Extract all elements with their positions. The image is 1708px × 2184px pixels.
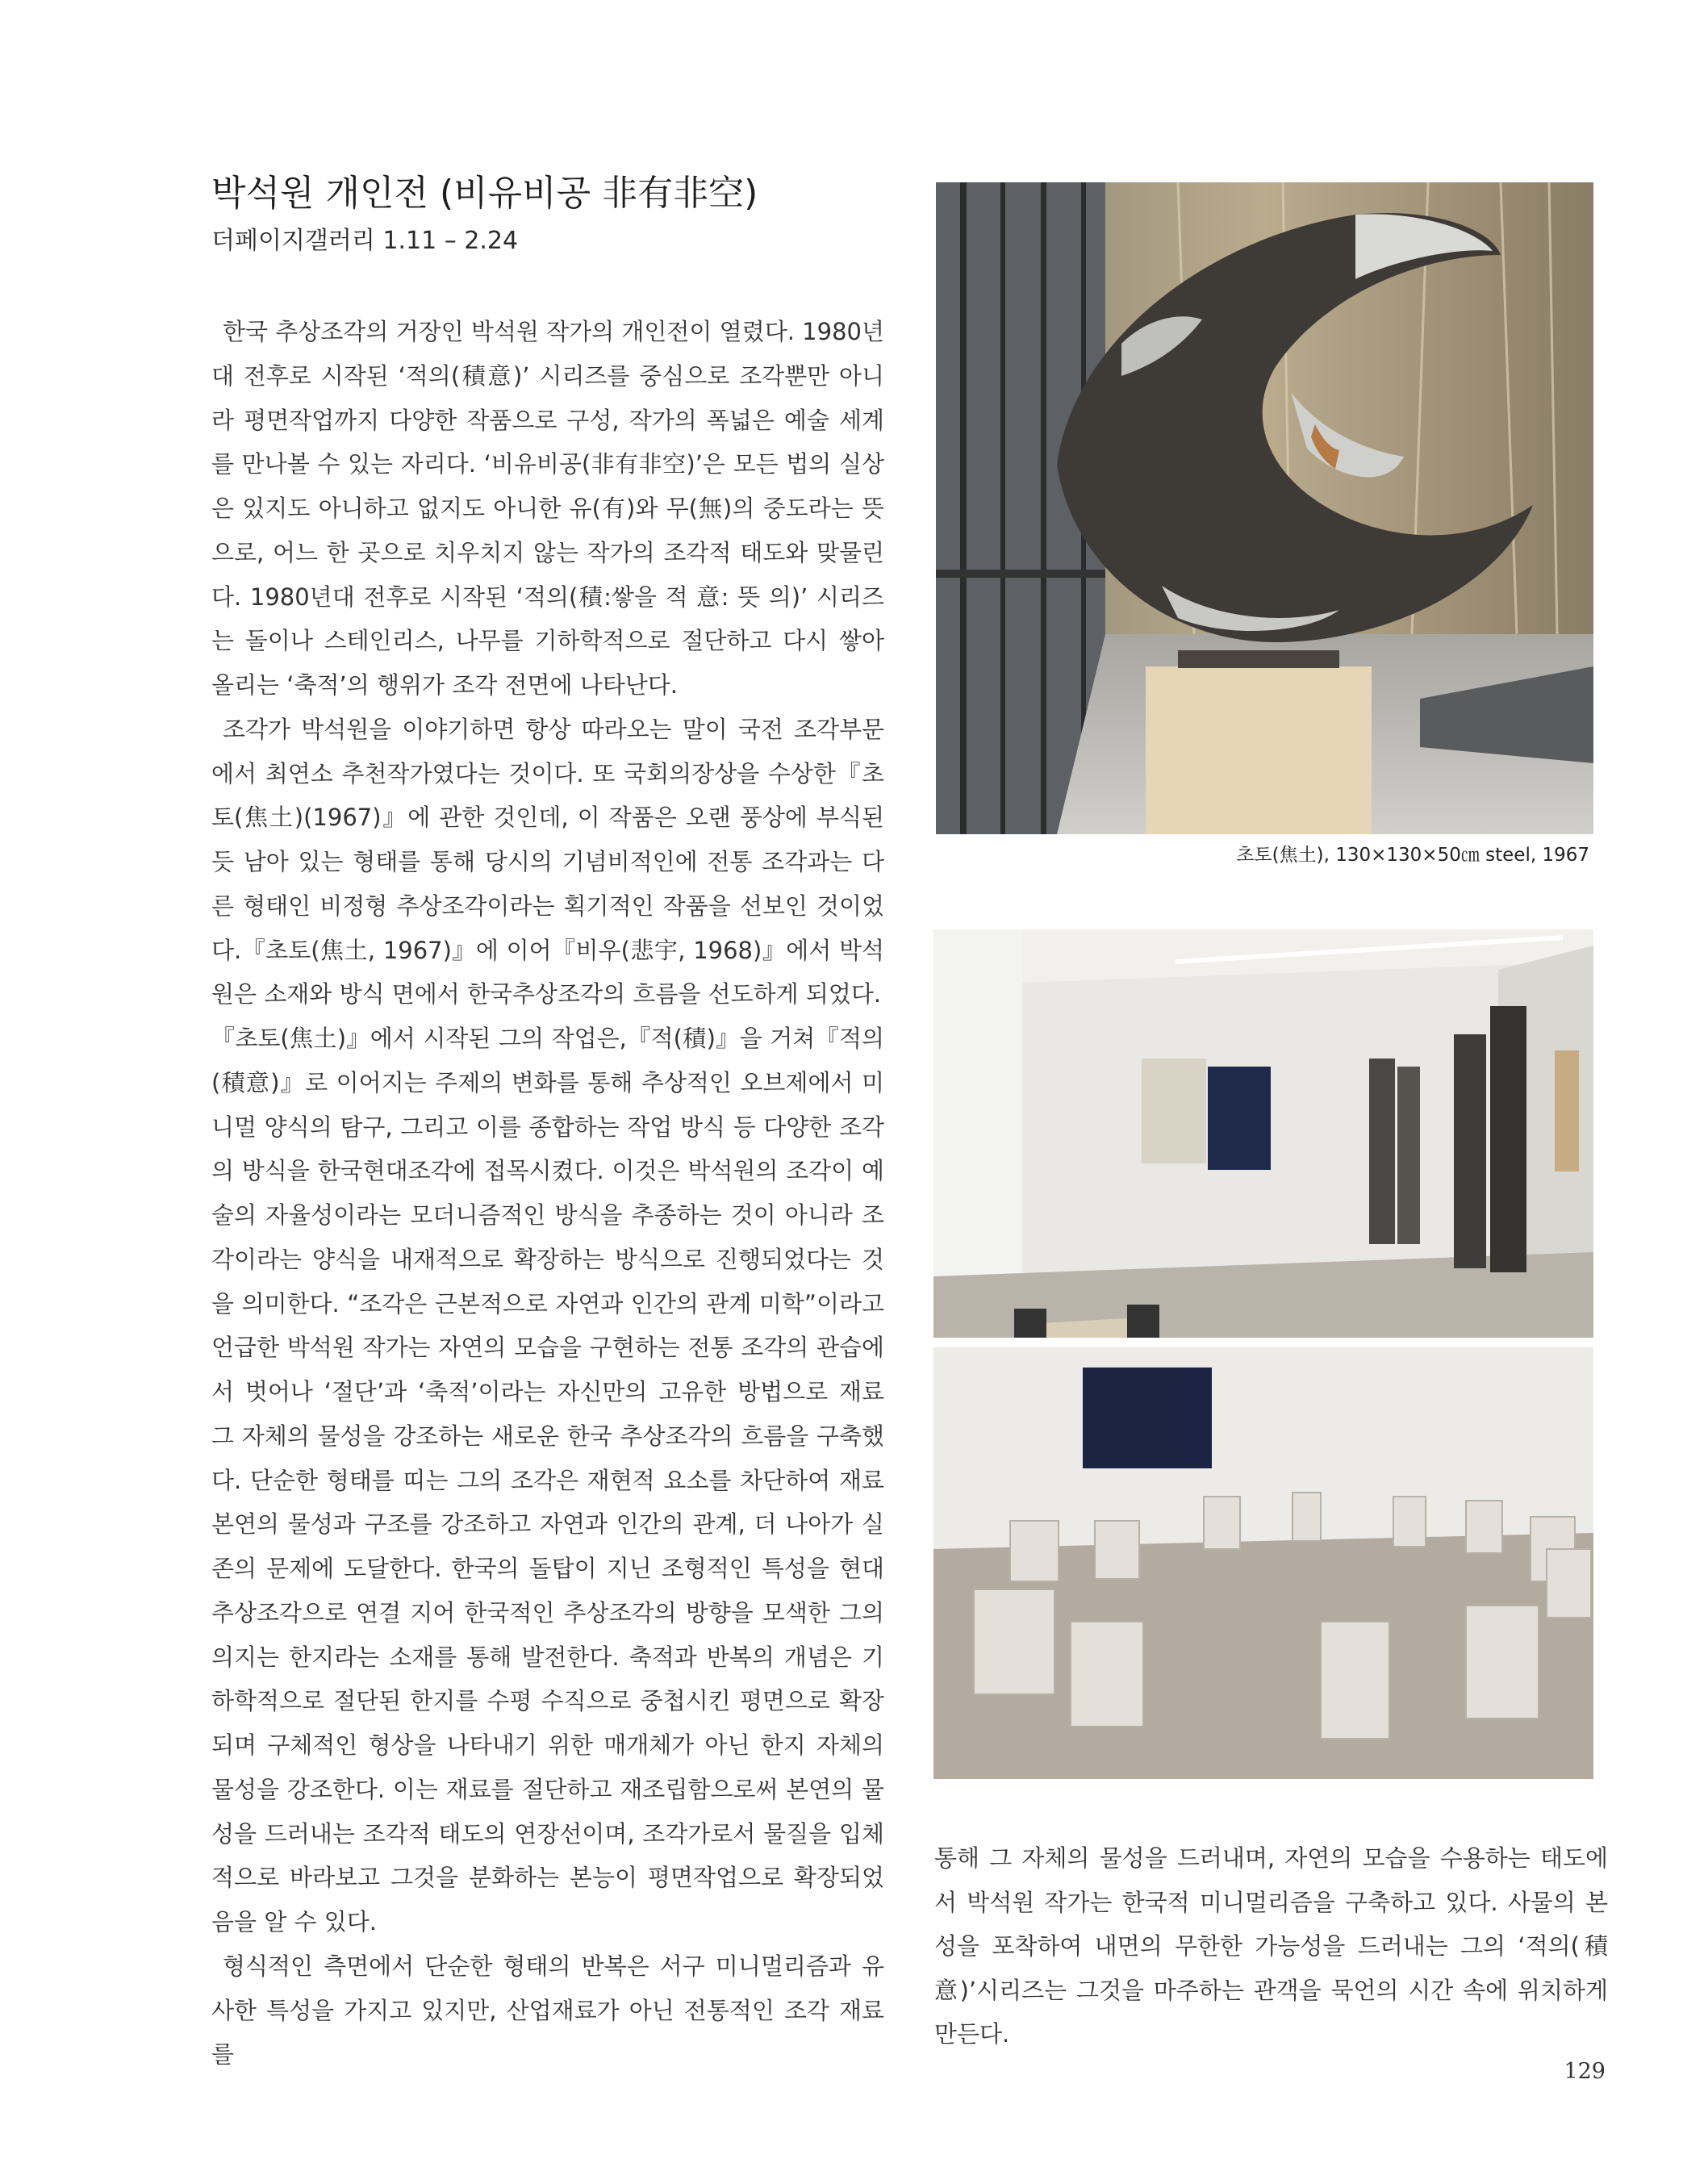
article-subtitle: 더페이지갤러리 1.11 – 2.24 bbox=[211, 227, 519, 255]
page-number: 129 bbox=[1564, 2059, 1606, 2084]
photo-gallery-columns bbox=[933, 929, 1593, 1338]
paragraph-4: 형식적인 측면에서 단순한 형태의 반복은 서구 미니멀리즘과 유사한 특성을 가지고 있지만, 산업재료가 아닌 전통적인 조각 재료를 bbox=[211, 1952, 884, 2069]
article-body-right bbox=[934, 1836, 1608, 2057]
article-body-left bbox=[211, 310, 884, 2077]
paragraph-5: 통해 그 자체의 물성을 드러내며, 자연의 모습을 수용하는 태도에서 박석원 작가는 한국적 미니멀리즘을 구축하고 있다. 사물의 본성을 포착하여 내면의 무한한 가능성을 드러내는 그의 ‘적의(積意)’시리즈는 그것을 마주하는 관객을 묵언의 시간 속에 위치하게 만든다. bbox=[934, 1844, 1608, 2048]
photo-sculpture-chotoh bbox=[936, 182, 1593, 834]
photo-gallery-stones bbox=[933, 1347, 1593, 1779]
paragraph-1: 한국 추상조각의 거장인 박석원 작가의 개인전이 열렸다. 1980년대 전후로 시작된 ‘적의(積意)’ 시리즈를 중심으로 조각뿐만 아니라 평면작업까지 다양한 작품으로 구성, 작가의 폭넓은 예술 세계를 만나볼 수 있는 자리다. ‘비유비공(非有非空)’은 모든 법의 실상은 있지도 아니하고 없지도 아니한 유(有)와 무(無)의 중도라는 뜻으로, 어느 한 곳으로 치우치지 않는 작가의 조각적 태도와 맞물린다. 1980년대 전후로 시작된 ‘적의(積:쌓을 적 意: 뜻 의)’ 시리즈는 돌이나 스테인리스, 나무를 기하학적으로 절단하고 다시 쌓아 올리는 ‘축적’의 행위가 조각 전면에 나타난다. bbox=[211, 318, 884, 699]
photo-caption: 초토(焦土), 130×130×50㎝ steel, 1967 bbox=[1236, 845, 1589, 866]
paragraph-2: 조각가 박석원을 이야기하면 항상 따라오는 말이 국전 조각부문에서 최연소 추천작가였다는 것이다. 또 국회의장상을 수상한『초토(焦土)(1967)』에 관한 것인데, 이 작품은 오랜 풍상에 부식된 듯 남아 있는 형태를 통해 당시의 기념비적인에 전통 조각과는 다른 형태인 비정형 추상조각이라는 획기적인 작품을 선보인 것이었다.『초토(焦土, 1967)』에 이어『비우(悲宇, 1968)』에서 박석원은 소재와 방식 면에서 한국추상조각의 흐름을 선도하게 되었다. bbox=[211, 715, 884, 1008]
article-title: 박석원 개인전 (비유비공 非有非空) bbox=[211, 173, 758, 214]
paragraph-3: 『초토(焦土)』에서 시작된 그의 작업은,『적(積)』을 거쳐『적의(積意)』로 이어지는 주제의 변화를 통해 추상적인 오브제에서 미니멀 양식의 탐구, 그리고 이를 종합하는 작업 방식 등 다양한 조각의 방식을 한국현대조각에 접목시켰다. 이것은 박석원의 조각이 예술의 자율성이라는 모더니즘적인 방식을 추종하는 것이 아니라 조각이라는 양식을 내재적으로 확장하는 방식으로 진행되었다는 것을 의미한다. “조각은 근본적으로 자연과 인간의 관계 미학”이라고 언급한 박석원 작가는 자연의 모습을 구현하는 전통 조각의 관습에서 벗어나 ‘절단’과 ‘축적’이라는 자신만의 고유한 방법으로 재료 그 자체의 물성을 강조하는 새로운 한국 추상조각의 흐름을 구축했다. 단순한 형태를 띠는 그의 조각은 재현적 요소를 차단하여 재료 본연의 물성과 구조를 강조하고 자연과 인간의 관계, 더 나아가 실존의 문제에 도달한다. 한국의 돌탑이 지닌 조형적인 특성을 현대 추상조각으로 연결 지어 한국적인 추상조각의 방향을 모색한 그의 의지는 한지라는 소재를 통해 발전한다. 축적과 반복의 개념은 기하학적으로 절단된 한지를 수평 수직으로 중첩시킨 평면으로 확장되며 구체적인 형상을 나타내기 위한 매개체가 아닌 한지 자체의 물성을 강조한다. 이는 재료를 절단하고 재조립함으로써 본연의 물성을 드러내는 조각적 태도의 연장선이며, 조각가로서 물질을 입체적으로 바라보고 그것을 분화하는 본능이 평면작업으로 확장되었음을 알 수 있다. bbox=[211, 1025, 884, 1936]
